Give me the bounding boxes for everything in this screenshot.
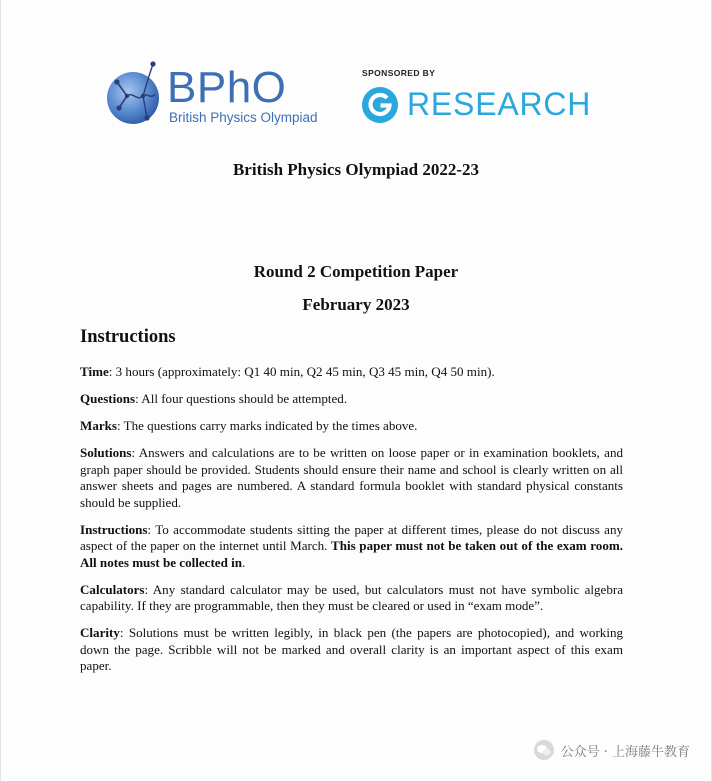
questions-paragraph [80, 391, 623, 408]
marks-paragraph [80, 418, 623, 435]
calculators-paragraph [80, 582, 623, 615]
solutions-label: Solutions [80, 445, 132, 460]
instructions-item-text: : To accommodate students sitting the paper at different times, please do not discuss any aspect of the paper on the internet until March. [80, 521, 623, 553]
instructions-item-bold: This paper must not be taken out of the exam room. All notes must be collected in [80, 538, 623, 570]
marks-text: : The questions carry marks indicated by the times above. [116, 418, 418, 433]
paper-date: February 2023 [302, 295, 410, 314]
clarity-label: Clarity [80, 625, 120, 640]
clarity-paragraph [80, 625, 623, 675]
bpho-subtitle: British Physics Olympiad [169, 110, 318, 125]
solutions-paragraph [80, 445, 623, 511]
wechat-icon [533, 739, 555, 761]
time-label: Time [80, 364, 109, 379]
instructions-item-tail: . [241, 554, 246, 570]
competition-title: British Physics Olympiad 2022-23 [232, 160, 480, 179]
questions-text: : All four questions should be attempted. [135, 391, 348, 406]
time-paragraph [80, 364, 623, 381]
clarity-text: : Solutions must be written legibly, in black pen (the papers are photocopied), and working down the page. Scribble will not be marked and overall clarity is an important aspect of this exam paper. [80, 625, 623, 673]
bpho-atom-icon [103, 58, 169, 134]
instructions-list [80, 364, 623, 685]
questions-label: Questions [80, 391, 136, 406]
research-wordmark: RESEARCH [407, 86, 592, 122]
calculators-text: : Any standard calculator may be used, but calculators must not have symbolic algebra capability. If they are programmable, then they must be cleared or used in “exam mode”. [80, 581, 623, 613]
bpho-wordmark: BPhO [167, 63, 287, 112]
sponsor-label: SPONSORED BY [362, 68, 436, 78]
g-research-icon [362, 87, 398, 123]
sponsor-block [362, 68, 602, 130]
instructions-heading: Instructions [80, 327, 176, 347]
time-text: : 3 hours (approximately: Q1 40 min, Q2 45 min, Q3 45 min, Q4 50 min). [108, 364, 495, 379]
solutions-text: : Answers and calculations are to be written on loose paper or in examination booklets, and graph paper should be provided. Students should ensure their name and school is clearly written on all answer sheets and pages are numbered. A standard formula booklet with standard physical constants should be supplied. [80, 445, 623, 510]
round-title: Round 2 Competition Paper [253, 262, 459, 281]
instructions-item-label: Instructions [80, 521, 148, 537]
instructions-paragraph [80, 522, 623, 572]
calculators-label: Calculators [80, 581, 145, 597]
wechat-watermark [533, 739, 690, 761]
bpho-logo [103, 58, 343, 134]
marks-label: Marks [80, 418, 117, 433]
watermark-text: 公众号 · 上海藤牛教育 [560, 744, 690, 760]
